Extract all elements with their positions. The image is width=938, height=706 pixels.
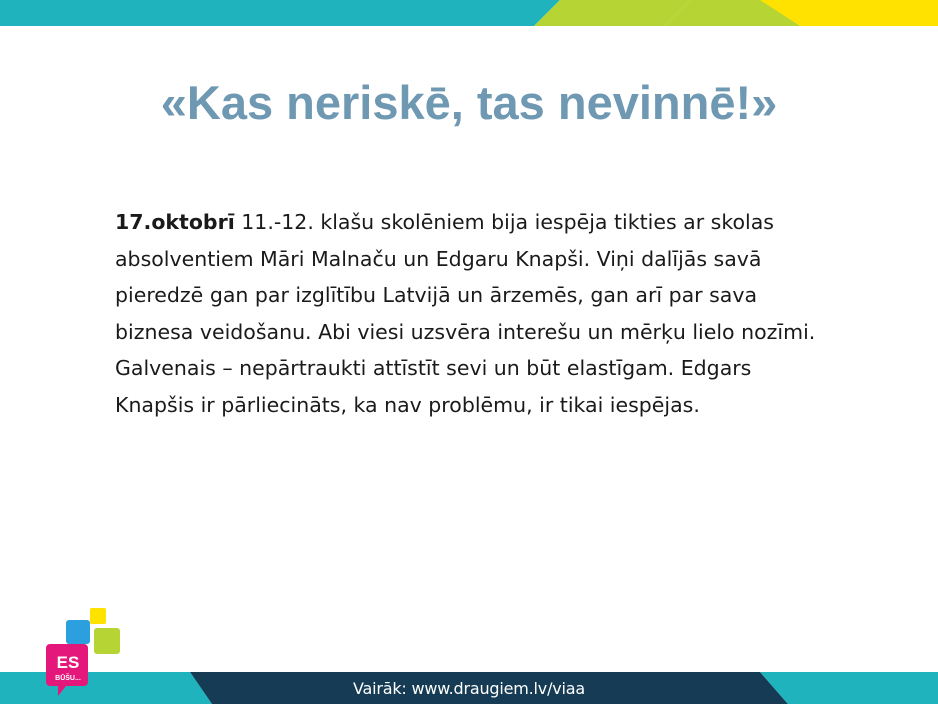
logo-lime-square <box>94 628 120 654</box>
top-decorative-band <box>0 0 938 26</box>
event-date: 17.oktobrī <box>115 210 235 234</box>
logo-yellow-square <box>90 608 106 624</box>
logo-text-busu: BŪŠU... <box>55 675 81 682</box>
logo-blue-square <box>66 620 90 644</box>
slide-title: «Kas neriskē, tas nevinnē!» <box>160 76 778 129</box>
footer-link-text[interactable]: Vairāk: www.draugiem.lv/viaa <box>353 679 585 698</box>
event-description: 11.-12. klašu skolēniem bija iespēja tikties ar skolas absolventiem Māri Malnaču un Edgaru Knapši. Viņi dalījās savā pieredzē gan par izglītību Latvijā un ārzemēs, gan arī par sava biznesa veidošanu. Abi viesi uzsvēra interešu un mērķu lielo nozīmi. Galvenais – nepārtraukti attīstīt sevi un būt elastīgam. Edgars Knapšis ir pārliecināts, ka nav problēmu, ir tikai iespējas. <box>115 210 816 417</box>
es-busu-logo <box>46 606 122 698</box>
logo-text-es: ES <box>56 653 80 672</box>
slide-body-text <box>115 204 835 423</box>
